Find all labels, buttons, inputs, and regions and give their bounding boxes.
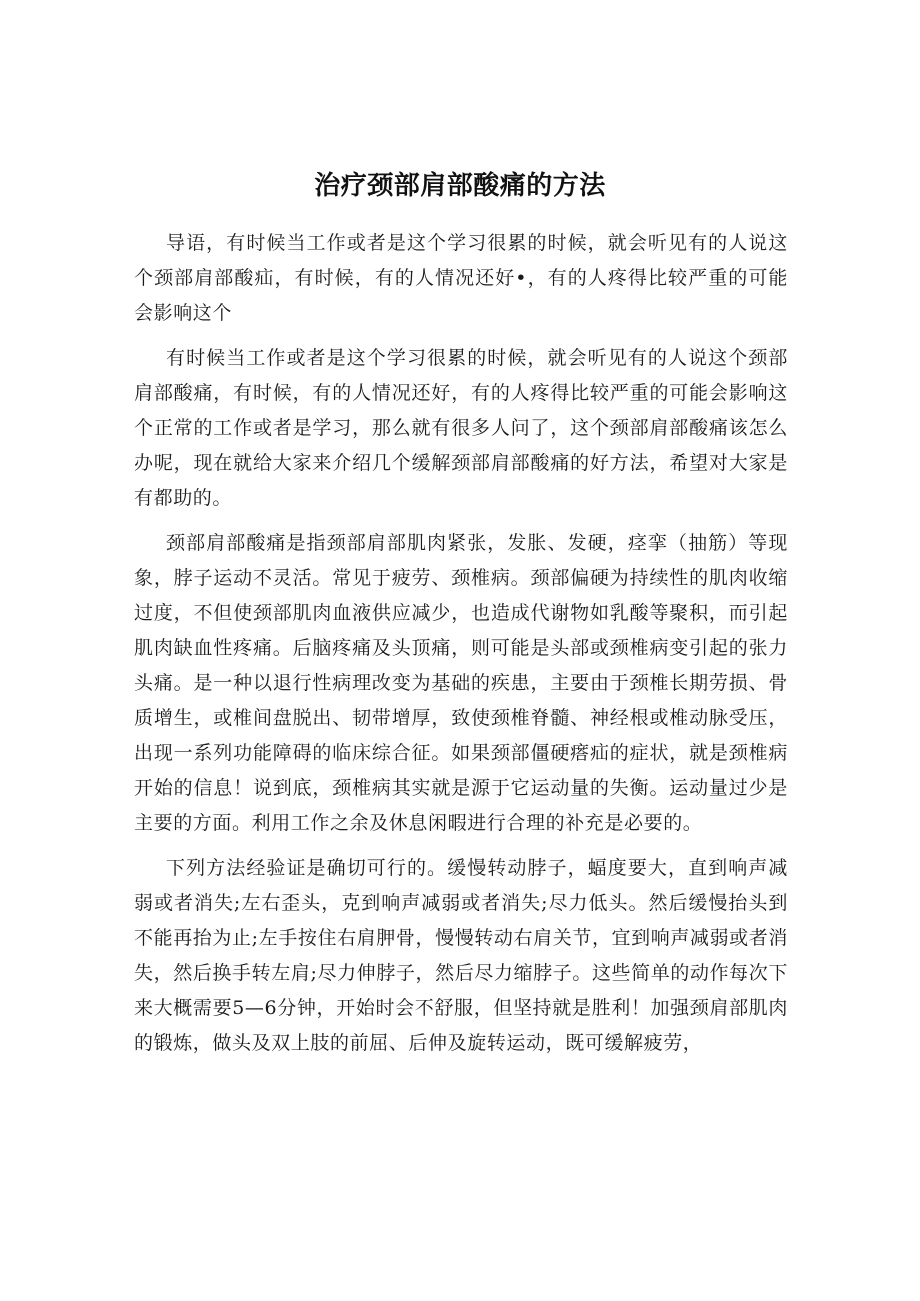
body-paragraph: 下列方法经验证是确切可行的。缓慢转动脖子，蝠度要大，直到响声减弱或者消失;左右歪头，克到响声减弱或者消失;尽力低头。然后缓慢抬头到不能再抬为止;左手按住右肩胛骨，慢慢转动右肩关节，宜到响声减弱或者消失，然后换手转左肩;尽力伸脖子，然后尽力缩脖子。这些简单的动作每次下来大概需要5—6分钟，开始时会不舒服，但坚持就是胜利！加强颈肩部肌肉的锻炼，做头及双上肢的前屈、后伸及旋转运动，既可缓解疲劳， <box>134 857 788 1054</box>
page-title: 治疗颈部肩部酸痛的方法 <box>314 171 606 201</box>
intro-paragraph: 导语，有时候当工作或者是这个学习很累的时候，就会听见有的人说这个颈部肩部酸疝，有时候，有的人情况还好•，有的人疼得比较严重的可能会影响这个 <box>134 232 788 324</box>
document-body <box>134 226 788 1071</box>
body-paragraph: 颈部肩部酸痛是指颈部肩部肌肉紧张，发胀、发硬，痉挛（抽筋）等现象，脖子运动不灵活。常见于疲劳、颈椎病。颈部偏硬为持续性的肌肉收缩过度，不但使颈部肌肉血液供应减少，也造成代谢物如乳酸等聚积，而引起肌肉缺血性疼痛。后脑疼痛及头顶痛，则可能是头部或颈椎病变引起的张力头痛。是一种以退行性病理改变为基础的疾患，主要由于颈椎长期劳损、骨质增生，或椎间盘脱出、韧带增厚，致使颈椎脊髓、神经根或椎动脉受压，出现一系列功能障碍的临床综合征。如果颈部僵硬瘩疝的症状，就是颈椎病开始的信息！说到底，颈椎病其实就是源于它运动量的失衡。运动量过少是主要的方面。利用工作之余及休息闲暇进行合理的补充是必要的。 <box>134 532 788 834</box>
body-paragraph: 有时候当工作或者是这个学习很累的时候，就会听见有的人说这个颈部肩部酸痛，有时候，有的人情况还好，有的人疼得比较严重的可能会影响这个正常的工作或者是学习，那么就有很多人问了，这个颈部肩部酸痛该怎么办呢，现在就给大家来介绍几个缓解颈部肩部酸痛的好方法，希望对大家是有都助的。 <box>134 347 788 509</box>
